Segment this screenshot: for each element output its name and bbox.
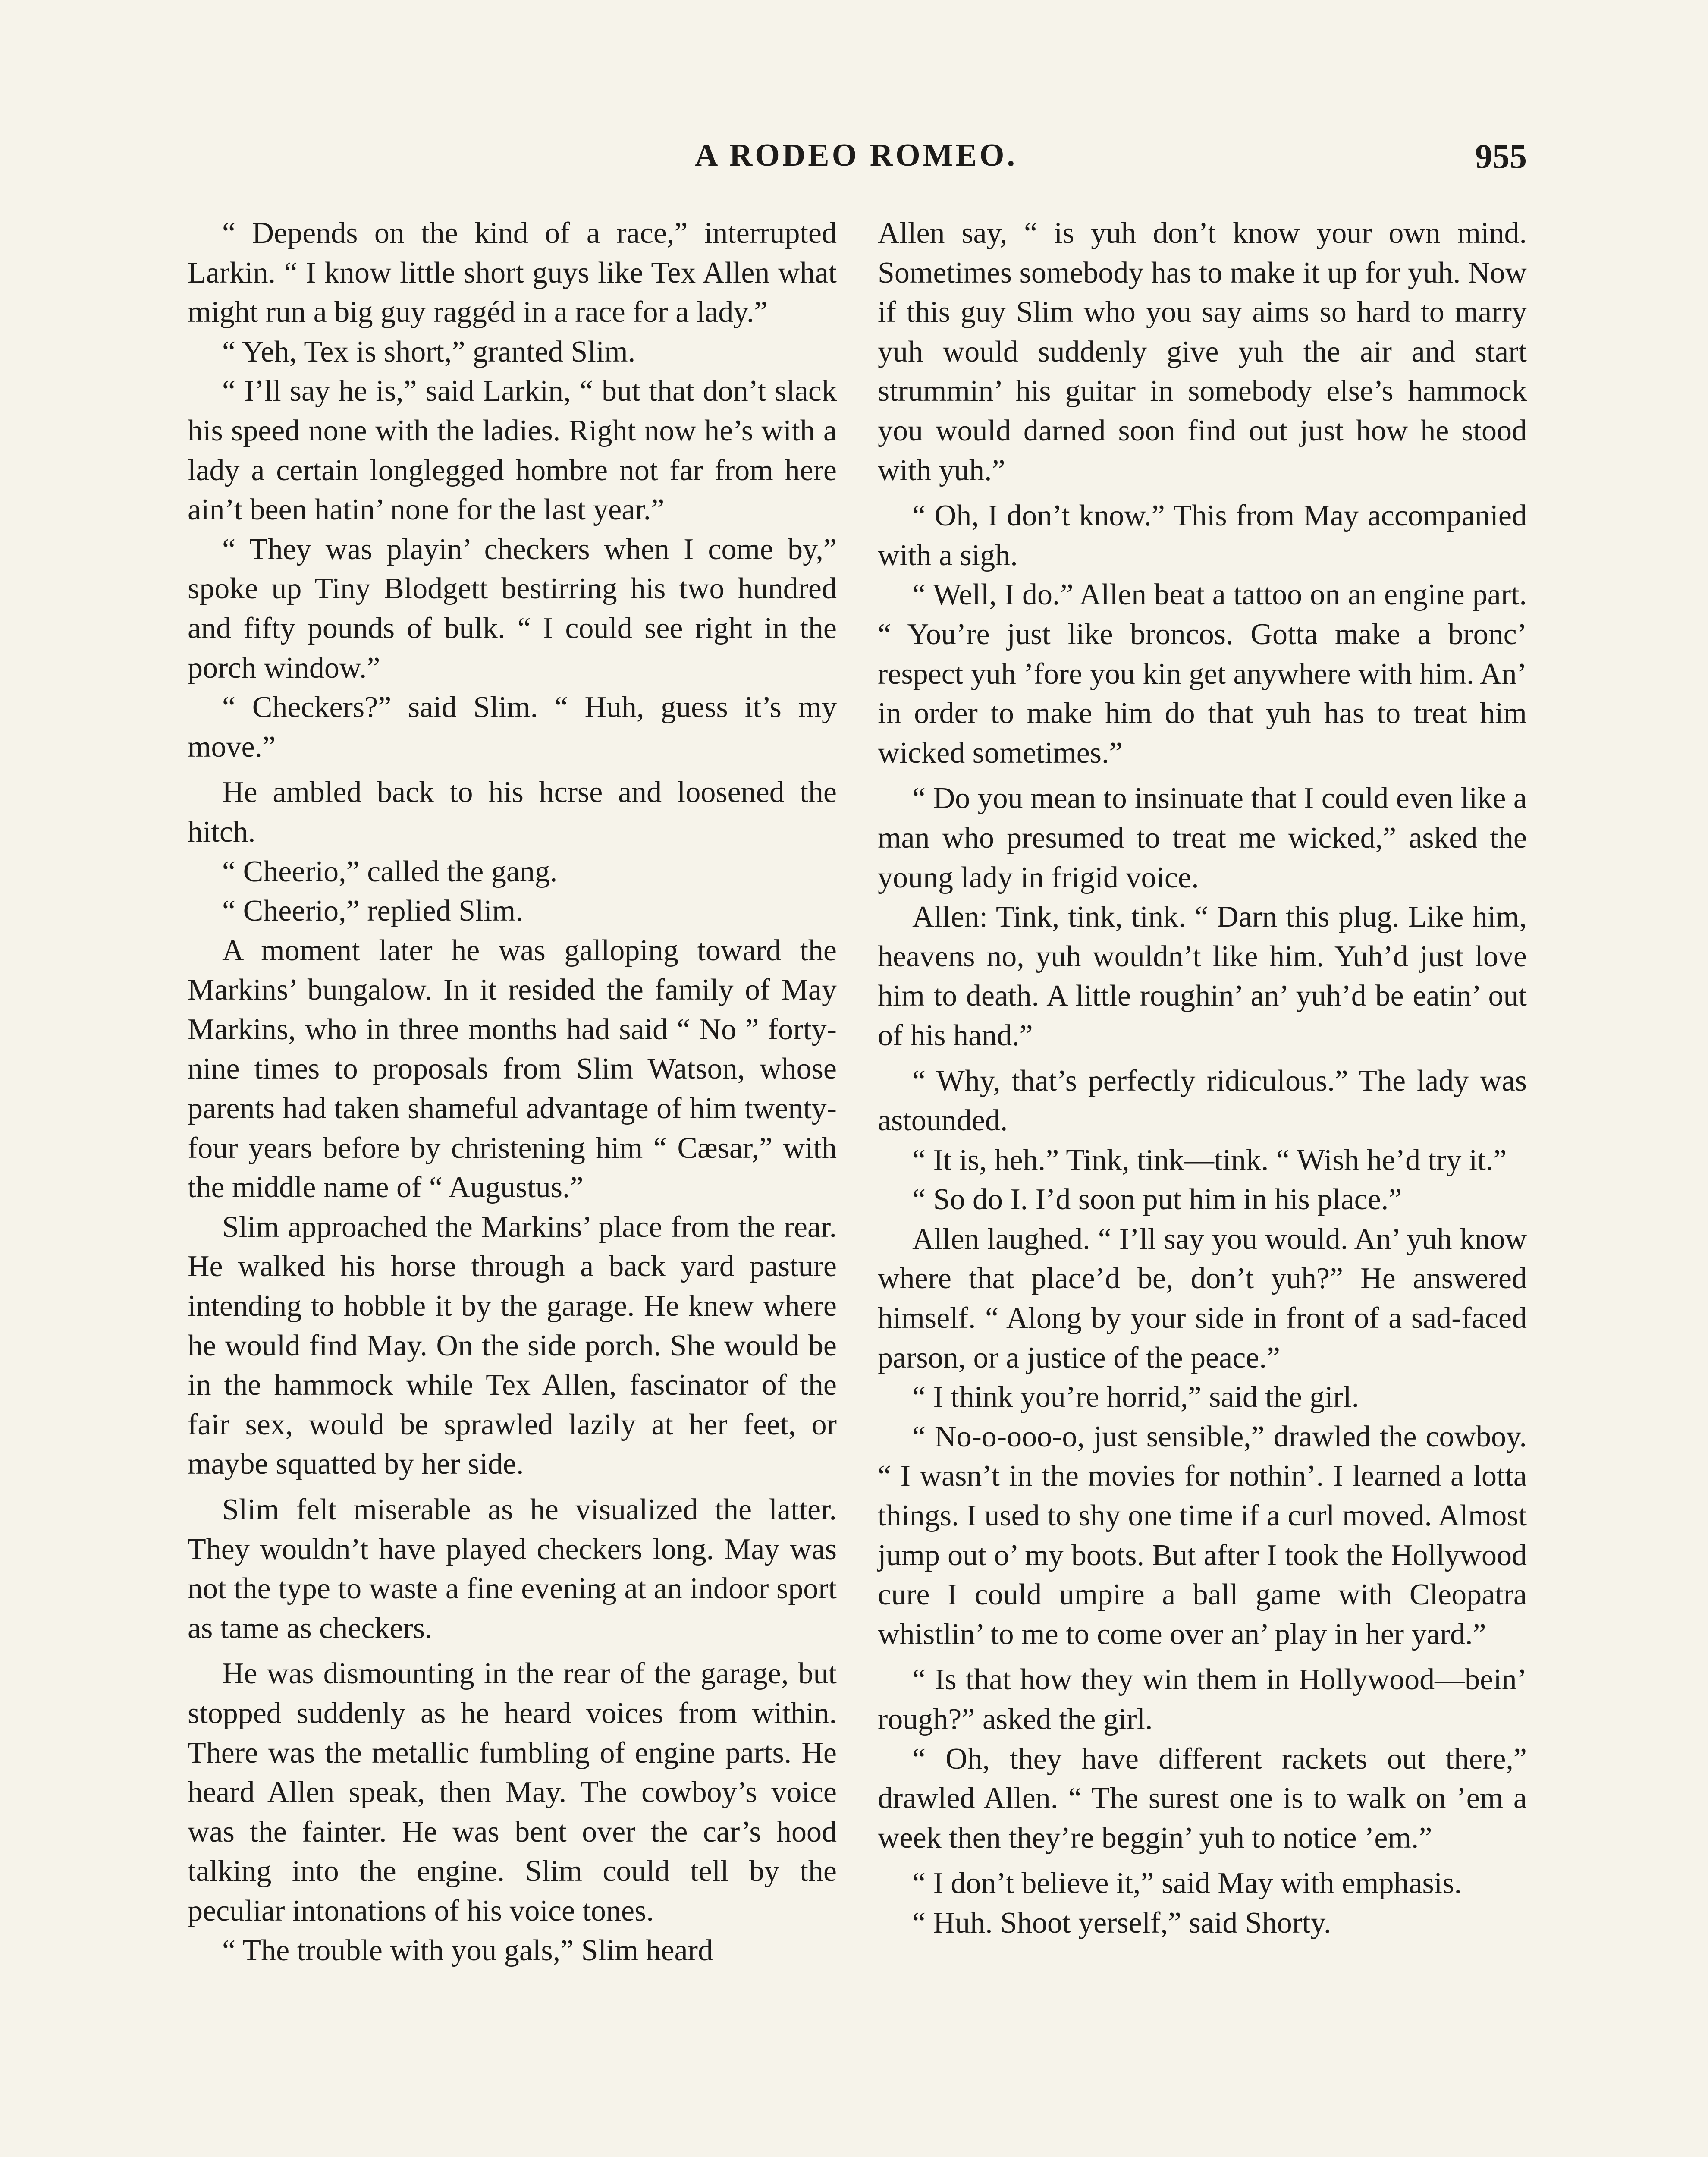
paragraph: “ I don’t believe it,” said May with emphasis. [912, 1867, 1462, 1900]
running-title: A RODEO ROMEO. [695, 138, 1017, 173]
paragraph: “ Is that how they win them in Hollywood—bein’ rough?” asked the girl. [878, 1663, 1527, 1736]
running-head [185, 137, 1527, 185]
paragraph: “ Cheerio,” replied Slim. [222, 894, 523, 928]
paragraph: Allen: Tink, tink, tink. “ Darn this plug. Like him, heavens no, yuh wouldn’t like him. Yuh’d just love him to death. A little roughin’ an’ yuh’d be eatin’ out of his hand.” [878, 900, 1527, 1052]
paragraph: “ Why, that’s perfectly ridiculous.” The lady was astounded. [878, 1064, 1527, 1138]
paragraph: “ Checkers?” said Slim. “ Huh, guess it’s my move.” [188, 691, 837, 764]
paragraph: “ I think you’re horrid,” said the girl. [912, 1380, 1359, 1414]
paragraph: “ So do I. I’d soon put him in his place.” [912, 1183, 1402, 1217]
paragraph: “ Cheerio,” called the gang. [222, 855, 558, 888]
paragraph: Allen laughed. “ I’ll say you would. An’ yuh know where that place’d be, don’t yuh?” He answered himself. “ Along by your side in front of a sad-faced parson, or a justice of the peace.” [878, 1222, 1527, 1374]
paragraph: “ They was playin’ checkers when I come by,” spoke up Tiny Blodgett bestirring his two hundred and fifty pounds of bulk. “ I could see right in the porch window.” [188, 532, 837, 685]
paragraph: He was dismounting in the rear of the garage, but stopped suddenly as he heard voices from within. There was the metallic fumbling of engine parts. He heard Allen speak, then May. The cowboy’s voice was the fainter. He was bent over the car’s hood talking into the engine. Slim could tell by the peculiar intonations of his voice tones. [188, 1657, 837, 1927]
paragraph-continued: Allen say, “ is yuh don’t know your own mind. Sometimes somebody has to make it up for yuh. Now if this guy Slim who you say aims so hard to marry yuh would suddenly give yuh the air and start strummin’ his guitar in somebody else’s hammock you would darned soon find out just how he stood with yuh.” [878, 217, 1527, 487]
paragraph: “ Well, I do.” Allen beat a tattoo on an engine part. “ You’re just like broncos. Gotta make a bronc’ respect yuh ’fore you kin get anywhere with him. An’ in order to make him do that yuh has to treat him wicked sometimes.” [878, 578, 1527, 770]
paragraph: “ Huh. Shoot yerself,” said Shorty. [912, 1906, 1331, 1940]
paragraph: “ I’ll say he is,” said Larkin, “ but that don’t slack his speed none with the ladies. Right now he’s with a lady a certain longlegged hombre not far from here ain’t been hatin’ none for the last year.” [188, 374, 837, 527]
paragraph: He ambled back to his hcrse and loosened the hitch. [188, 776, 837, 849]
page-number: 955 [1475, 138, 1527, 176]
left-column [188, 214, 837, 1970]
paragraph: “ No-o-ooo-o, just sensible,” drawled the cowboy. “ I wasn’t in the movies for nothin’. I learned a lotta things. I used to shy one time if a curl moved. Almost jump out o’ my boots. But after I took the Hollywood cure I could umpire a ball game with Cleopatra whistlin’ to me to come over an’ play in her yard.” [878, 1420, 1527, 1651]
paragraph: “ Do you mean to insinuate that I could even like a man who presumed to treat me wicked,” asked the young lady in frigid voice. [878, 782, 1527, 894]
paragraph: A moment later he was galloping toward the Markins’ bungalow. In it resided the family of May Markins, who in three months had said “ No ” forty-nine times to proposals from Slim Watson, whose parents had taken shameful advantage of him twenty-four years before by christening him “ Cæsar,” with the middle name of “ Augustus.” [188, 934, 837, 1204]
paragraph: “ Depends on the kind of a race,” interrupted Larkin. “ I know little short guys like Tex Allen what might run a big guy raggéd in a race for a lady.” [188, 217, 837, 329]
paragraph: “ Oh, I don’t know.” This from May accompanied with a sigh. [878, 499, 1527, 572]
paragraph: Slim felt miserable as he visualized the latter. They wouldn’t have played checkers long. May was not the type to waste a fine evening at an indoor sport as tame as checkers. [188, 1493, 837, 1645]
paragraph: “ The trouble with you gals,” Slim heard [222, 1934, 713, 1967]
paragraph: “ Yeh, Tex is short,” granted Slim. [222, 335, 636, 368]
right-column [878, 214, 1527, 1943]
paragraph: “ It is, heh.” Tink, tink—tink. “ Wish he’d try it.” [912, 1143, 1507, 1177]
paragraph: “ Oh, they have different rackets out there,” drawled Allen. “ The surest one is to walk on ’em a week then they’re beggin’ yuh to notice ’em.” [878, 1742, 1527, 1855]
paragraph: Slim approached the Markins’ place from the rear. He walked his horse through a back yard pasture intending to hobble it by the garage. He knew where he would find May. On the side porch. She would be in the hammock while Tex Allen, fascinator of the fair sex, would be sprawled lazily at her feet, or maybe squatted by her side. [188, 1210, 837, 1481]
